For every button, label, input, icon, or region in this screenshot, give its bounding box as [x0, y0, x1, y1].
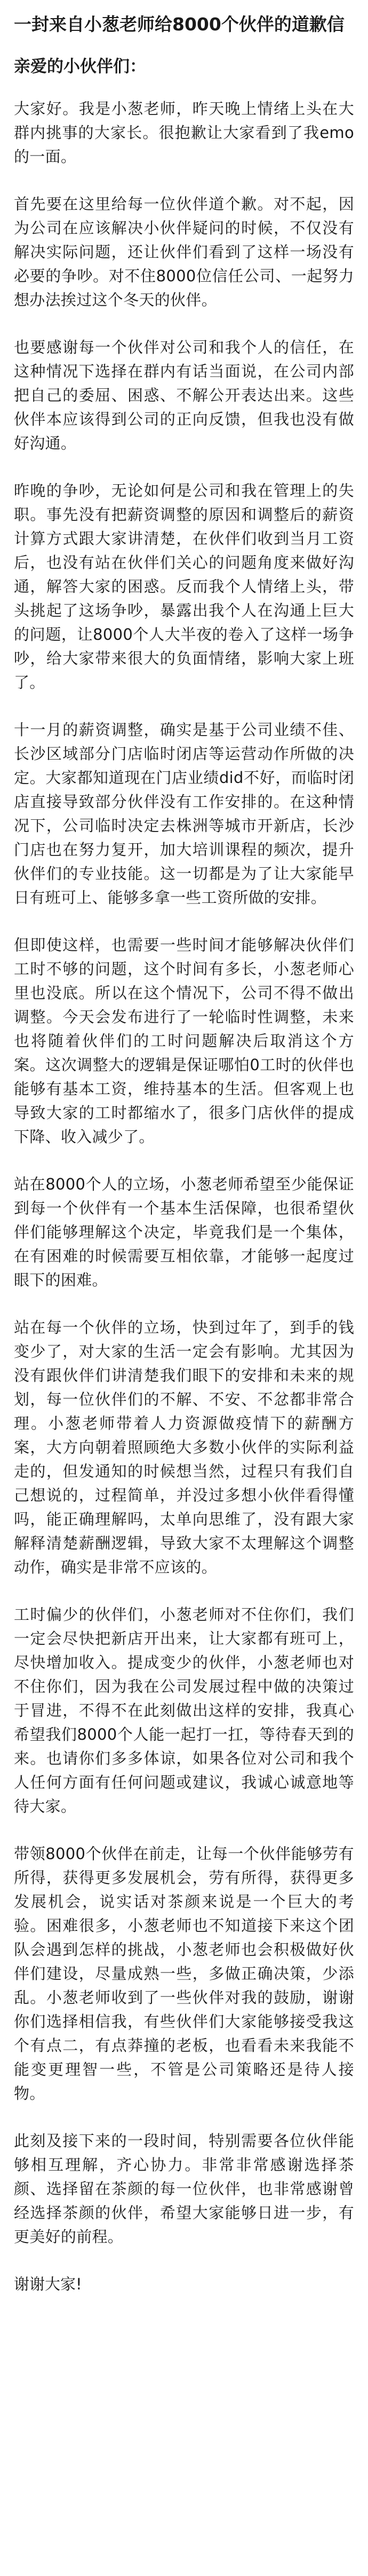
paragraph-5: 十一月的薪资调整，确实是基于公司业绩不佳、长沙区域部分门店临时闭店等运营动作所做的决定。大家都知道现在门店业绩did不好，而临时闭店直接导致部分伙伴没有工作安排的。在这种情况下，公司临时决定去株洲等城市开新店，长沙门店也在努力复开，加大培训课程的频次，提升伙伴们的专业技能。这一切都是为了让大家能早日有班可上、能够多拿一些工资所做的安排。 [14, 721, 354, 907]
paragraph-6: 但即使这样，也需要一些时间才能够解决伙伴们工时不够的问题，这个时间有多长，小葱老师心里也没底。所以在这个情况下，公司不得不做出调整。今天会发布进行了一轮临时性调整，未来也将随着伙伴们的工时问题解决后取消这个方案。这次调整大的逻辑是保证哪怕0工时的伙伴也能够有基本工资，维持基本的生活。但客观上也导致大家的工时都缩水了，很多门店伙伴的提成下降、收入减少了。 [14, 936, 354, 1146]
signoff: 谢谢大家! [14, 2275, 82, 2293]
paragraph-10: 带领8000个伙伴在前走，让每一个伙伴能够劳有所得，获得更多发展机会，劳有所得，获得更多发展机会，说实话对茶颜来说是一个巨大的考验。困难很多，小葱老师也不知道接下来这个团队会遇到怎样的挑战，小葱老师也会积极做好伙伴们建设，尽量成熟一些，多做正确决策，少添乱。小葱老师收到了一些伙伴对我的鼓励，谢谢你们选择相信我，有些伙伴们大家能够接受我这个有点二，有点莽撞的老板，也看看未来我能不能变更理智一些，不管是公司策略还是待人接物。 [14, 1845, 354, 2102]
letter-title: 一封来自小葱老师给8000个伙伴的道歉信 [14, 14, 345, 35]
paragraph-3: 也要感谢每一个伙伴对公司和我个人的信任，在这种情况下选择在群内有话当面说，在公司内部把自己的委屈、困惑、不解公开表达出来。这些伙伴本应该得到公司的正向反馈，但我也没有做好沟通。 [14, 338, 354, 452]
paragraph-8: 站在每一个伙伴的立场，快到过年了，到手的钱变少了，对大家的生活一定会有影响。尤其因为没有跟伙伴们讲清楚我们眼下的安排和未来的规划，每一位伙伴们的不解、不安、不忿都非常合理。小葱老师带着人力资源做疫情下的薪酬方案，大方向朝着照顾绝大多数小伙伴的实际利益走的，但发通知的时候想当然，过程只有我们自己想说的，过程简单，并没过多想小伙伴看得懂吗，能正确理解吗，太单向思维了，没有跟大家解释清楚薪酬逻辑，导致大家不太理解这个调整动作，确实是非常不应该的。 [14, 1318, 354, 1576]
paragraph-2: 首先要在这里给每一位伙伴道个歉。对不起，因为公司在应该解决小伙伴疑问的时候，不仅没有解决实际问题，还让伙伴们看到了这样一场没有必要的争吵。对不住8000位信任公司、一起努力想办法挨过这个冬天的伙伴。 [14, 195, 354, 309]
paragraph-9: 工时偏少的伙伴们，小葱老师对不住你们，我们一定会尽快把新店开出来，让大家都有班可上，尽快增加收入。提成变少的伙伴，小葱老师也对不住你们，因为我在公司发展过程中做的决策过于冒进，不得不在此刻做出这样的安排，我真心希望我们8000个人能一起打一扛，等待春天到的来。也请你们多多体谅，如果各位对公司和我个人任何方面有任何问题或建议，我诚心诚意地等待大家。 [14, 1605, 354, 1815]
paragraph-7: 站在8000个人的立场，小葱老师希望至少能保证到每一个伙伴有一个基本生活保障，也很希望伙伴们能够理解这个决定，毕竟我们是一个集体，在有困难的时候需要互相依靠，才能够一起度过眼下的困难。 [14, 1175, 354, 1289]
salutation: 亲爱的小伙伴们： [14, 57, 146, 76]
paragraph-11: 此刻及接下来的一段时间，特别需要各位伙伴能够相互理解，齐心协力。非常非常感谢选择茶颜、选择留在茶颜的每一位伙伴，也非常感谢曾经选择茶颜的伙伴，希望大家能够日进一步，有更美好的前程。 [14, 2132, 354, 2246]
paragraph-1: 大家好。我是小葱老师，昨天晚上情绪上头在大群内挑事的大家长。很抱歉让大家看到了我emo的一面。 [14, 100, 354, 166]
paragraph-4: 昨晚的争吵，无论如何是公司和我在管理上的失职。事先没有把薪资调整的原因和调整后的薪资计算方式跟大家讲清楚，在伙伴们收到当月工资后，也没有站在伙伴们关心的问题角度来做好沟通，解答大家的困惑。反而我个人情绪上头，带头挑起了这场争吵，暴露出我个人在沟通上巨大的问题，让8000个人大半夜的卷入了这样一场争吵，给大家带来很大的负面情绪，影响大家上班了。 [14, 482, 354, 691]
